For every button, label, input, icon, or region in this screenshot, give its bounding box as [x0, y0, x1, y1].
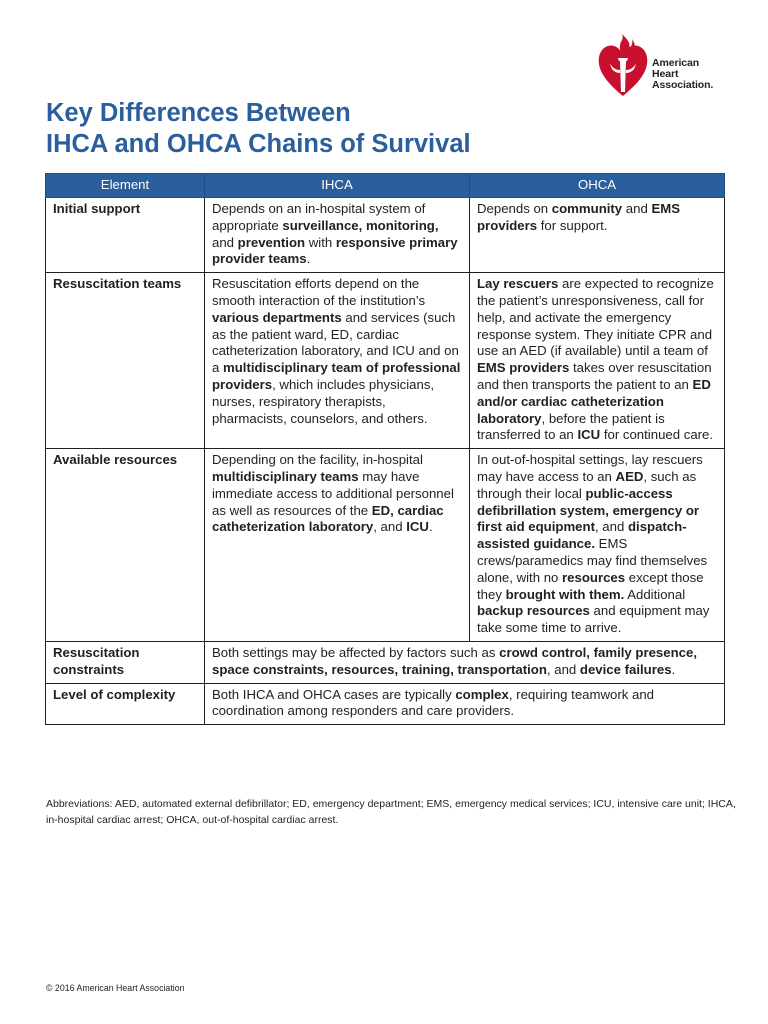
emphasis-text: EMS providers	[477, 201, 681, 233]
page-title	[46, 98, 586, 160]
table-row	[46, 198, 725, 273]
emphasis-text: responsive primary provider teams	[212, 234, 458, 267]
emphasis-text: complex	[455, 686, 509, 702]
ohca-cell: In out-of-hospital settings, lay rescuers may have access to an AED, such as through their local public-access defibrillation system, emergency or first aid equipment, and dispatch-assisted guidance. EMS crews/paramedics may find themselves alone, with no resources except those they brought with them. Additional backup resources and equipment may take some time to arrive.	[470, 449, 725, 642]
emphasis-text: EMS providers	[477, 360, 570, 376]
emphasis-text: various departments	[212, 309, 342, 325]
abbreviations-note: Abbreviations: AED, automated external defibrillator; ED, emergency department; EMS, emergency medical services; ICU, intensive care unit; IHCA, in-hospital cardiac arrest; OHCA, out-of-hospital cardiac arrest.	[46, 798, 736, 826]
emphasis-text: Lay rescuers	[477, 276, 559, 292]
table-row	[46, 449, 725, 642]
title-line-2: IHCA and OHCA Chains of Survival	[46, 130, 471, 158]
ohca-cell: Depends on community and EMS providers for support.	[470, 198, 725, 273]
emphasis-text: multidisciplinary teams	[212, 468, 359, 484]
comparison-table	[45, 173, 725, 725]
table-row	[46, 641, 725, 683]
emphasis-text: ED and/or cardiac catheterization laboratory	[477, 376, 711, 426]
header-ohca: OHCA	[470, 174, 725, 198]
wordmark-line: Association.	[652, 79, 714, 91]
emphasis-text: AED	[615, 468, 644, 484]
ohca-cell: Lay rescuers are expected to recognize the patient’s unresponsiveness, call for help, and activate the emergency response system. They initiate CPR and use an AED (if available) until a team of EMS providers takes over resuscitation and then transports the patient to an ED and/or cardiac catheterization laboratory, before the patient is transferred to an ICU for continued care.	[470, 273, 725, 449]
emphasis-text: multidisciplinary team of professional providers	[212, 360, 461, 392]
ihca-cell: Resuscitation efforts depend on the smooth interaction of the institution’s various departments and services (such as the patient ward, ED, cardiac catheterization laboratory, and ICU and on a multidisciplinary team of professional providers, which includes physicians, nurses, respiratory therapists, pharmacists, counselors, and others.	[205, 273, 470, 449]
copyright-footer: © 2016 American Heart Association	[46, 983, 185, 993]
table-header-row	[46, 174, 725, 198]
wordmark-line: American	[652, 57, 700, 69]
table-row	[46, 273, 725, 449]
aha-wordmark	[652, 58, 713, 91]
row-element-label: Resuscitation teams	[46, 273, 205, 449]
row-element-label: Level of complexity	[46, 683, 205, 725]
header-element: Element	[46, 174, 205, 198]
emphasis-text: dispatch-assisted guidance.	[477, 519, 687, 552]
row-element-label: Available resources	[46, 449, 205, 642]
emphasis-text: prevention	[237, 234, 306, 250]
ihca-cell: Depending on the facility, in-hospital multidisciplinary teams may have immediate access to additional personnel as well as resources of the ED, cardiac catheterization laboratory, and ICU.	[205, 449, 470, 642]
emphasis-text: resources	[562, 569, 626, 585]
heart-torch-icon	[596, 30, 650, 100]
header-ihca: IHCA	[205, 174, 470, 198]
emphasis-text: surveillance, monitoring,	[282, 217, 439, 233]
aha-logo	[596, 30, 736, 102]
emphasis-text: ED, cardiac catheterization laboratory	[212, 502, 444, 535]
emphasis-text: backup resources	[477, 603, 590, 619]
emphasis-text: brought with them.	[505, 586, 625, 602]
row-element-label: Resuscitation constraints	[46, 641, 205, 683]
title-line-1: Key Differences Between	[46, 99, 351, 127]
ihca-cell: Depends on an in-hospital system of appropriate surveillance, monitoring, and prevention with responsive primary provider teams.	[205, 198, 470, 273]
table-row	[46, 683, 725, 725]
shared-cell: Both settings may be affected by factors such as crowd control, family presence, space constraints, resources, training, transportation, and device failures.	[205, 641, 725, 683]
emphasis-text: public-access defibrillation system, emergency or first aid equipment	[477, 485, 700, 535]
shared-cell: Both IHCA and OHCA cases are typically complex, requiring teamwork and coordination among responders and care providers.	[205, 683, 725, 725]
row-element-label: Initial support	[46, 198, 205, 273]
emphasis-text: community	[551, 201, 623, 216]
emphasis-text: crowd control, family presence, space constraints, resources, training, transportation	[212, 644, 697, 677]
emphasis-text: ICU	[577, 427, 601, 443]
emphasis-text: device failures	[579, 661, 672, 677]
wordmark-line: Heart	[652, 68, 679, 80]
emphasis-text: ICU	[406, 519, 429, 535]
